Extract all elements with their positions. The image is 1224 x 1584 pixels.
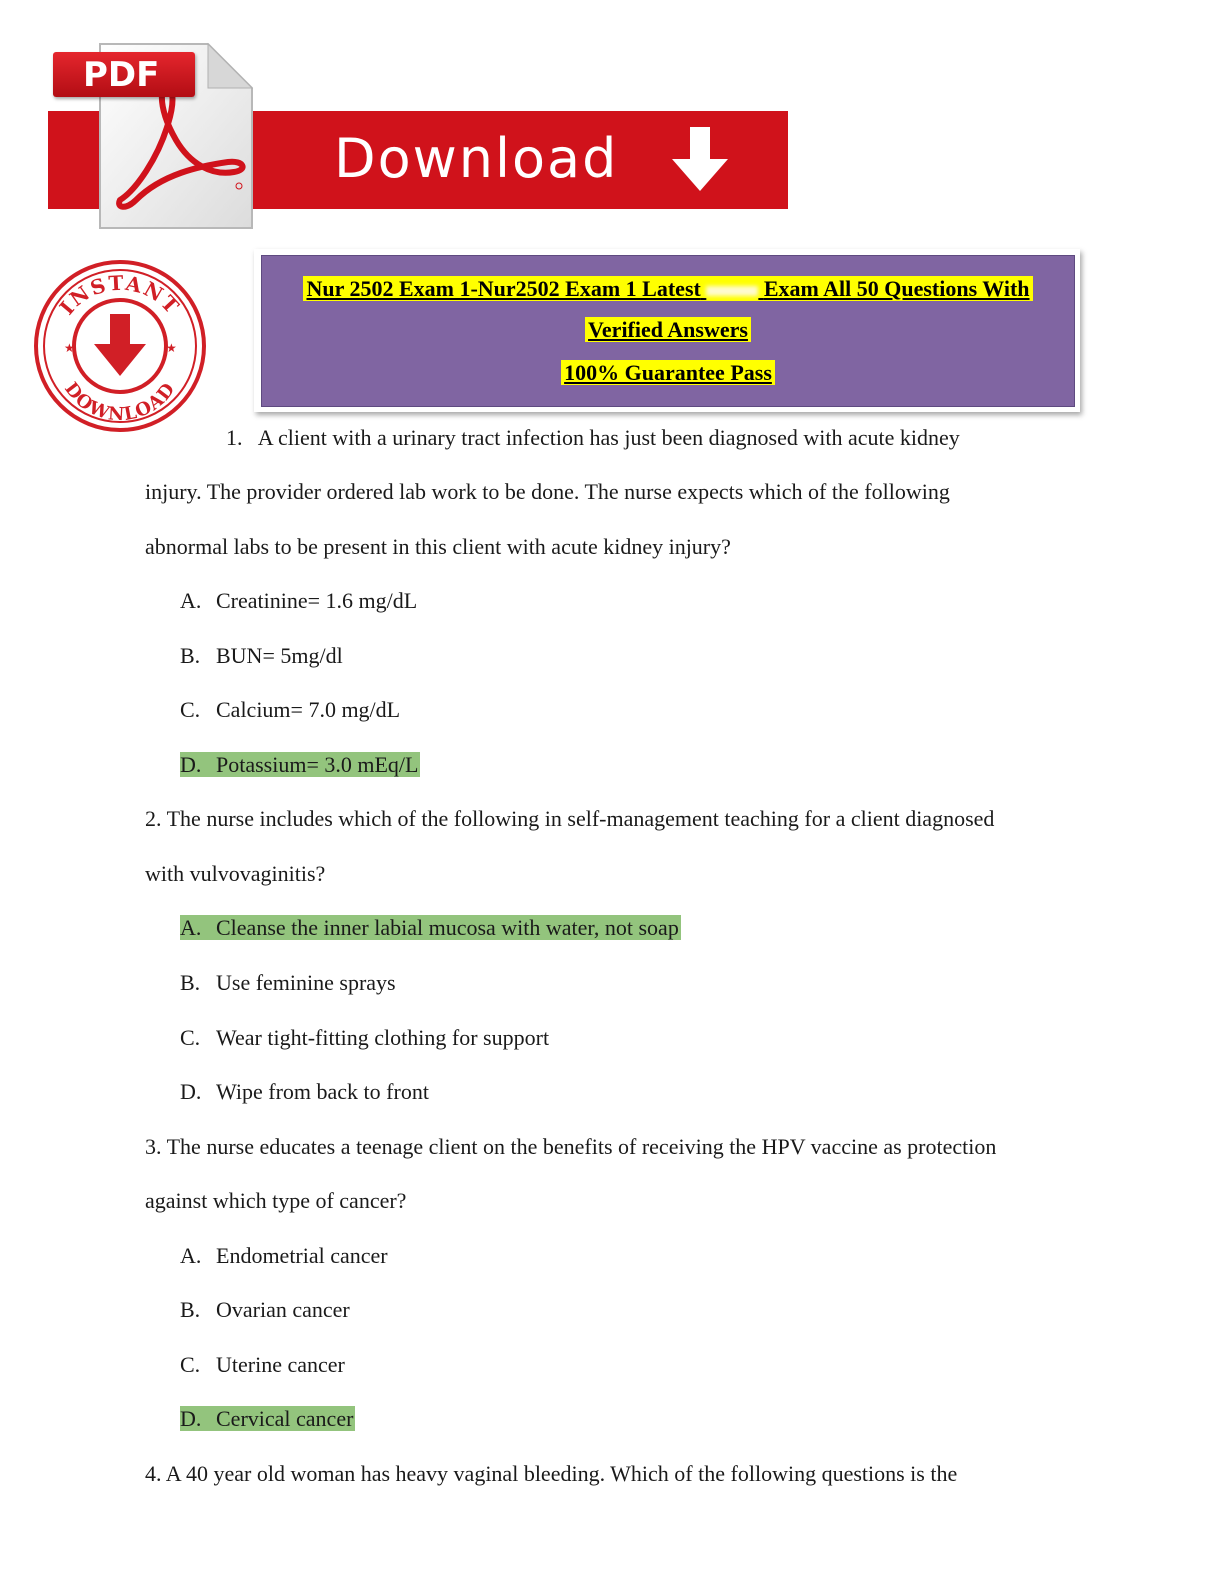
pdf-download-banner[interactable] [0, 0, 800, 240]
option-1b: B. BUN= 5mg/dl [180, 643, 343, 668]
option-2c: C. Wear tight-fitting clothing for support [180, 1025, 550, 1050]
title-panel [261, 255, 1075, 407]
svg-text:★: ★ [166, 341, 177, 355]
pdf-label: PDF [83, 55, 160, 95]
question-1-line-3: abnormal labs to be present in this client with acute kidney injury? [145, 534, 731, 559]
option-2b: B. Use feminine sprays [180, 970, 396, 995]
title-line-2: Verified Answers [262, 317, 1074, 343]
question-3-line-1: 3. The nurse educates a teenage client on the benefits of receiving the HPV vaccine as protection [145, 1134, 997, 1159]
question-1-line-2: injury. The provider ordered lab work to be done. The nurse expects which of the following [145, 479, 950, 504]
document-title-box [254, 249, 1080, 412]
stamp-top-text: INSTANT [54, 270, 186, 320]
option-1d-correct: D. Potassium= 3.0 mEq/L [180, 752, 419, 777]
title-line-1 [262, 276, 1074, 302]
title-line-3: 100% Guarantee Pass [262, 360, 1074, 386]
download-label: Download [334, 127, 619, 190]
question-3-line-2: against which type of cancer? [145, 1188, 407, 1213]
instant-download-stamp-icon [30, 256, 210, 436]
stamp-bottom-text: DOWNLOAD [60, 378, 180, 426]
title-line-1a: Nur 2502 Exam 1-Nur2502 Exam 1 Latest [306, 276, 701, 301]
option-1a: A. Creatinine= 1.6 mg/dL [180, 588, 418, 613]
question-2-line-2: with vulvovaginitis? [145, 861, 326, 886]
option-3d-correct: D. Cervical cancer [180, 1406, 354, 1431]
option-2a-correct: A. Cleanse the inner labial mucosa with water, not soap [180, 915, 679, 940]
title-line-1b: Exam All 50 Questions With [763, 276, 1030, 301]
option-3a: A. Endometrial cancer [180, 1243, 388, 1268]
pdf-badge [53, 52, 195, 97]
svg-text:INSTANT [55, 271, 185, 320]
option-3c: C. Uterine cancer [180, 1352, 345, 1377]
option-3b: B. Ovarian cancer [180, 1297, 350, 1322]
svg-text:★: ★ [64, 341, 75, 355]
question-2-line-1: 2. The nurse includes which of the following in self-management teaching for a client diagnosed [145, 806, 995, 831]
question-1-line-1: 1. A client with a urinary tract infection has just been diagnosed with acute kidney [226, 425, 960, 450]
question-4-line-1: 4. A 40 year old woman has heavy vaginal bleeding. Which of the following questions is the [145, 1461, 958, 1486]
option-1c: C. Calcium= 7.0 mg/dL [180, 697, 401, 722]
option-2d: D. Wipe from back to front [180, 1079, 429, 1104]
down-arrow-icon [670, 125, 730, 193]
